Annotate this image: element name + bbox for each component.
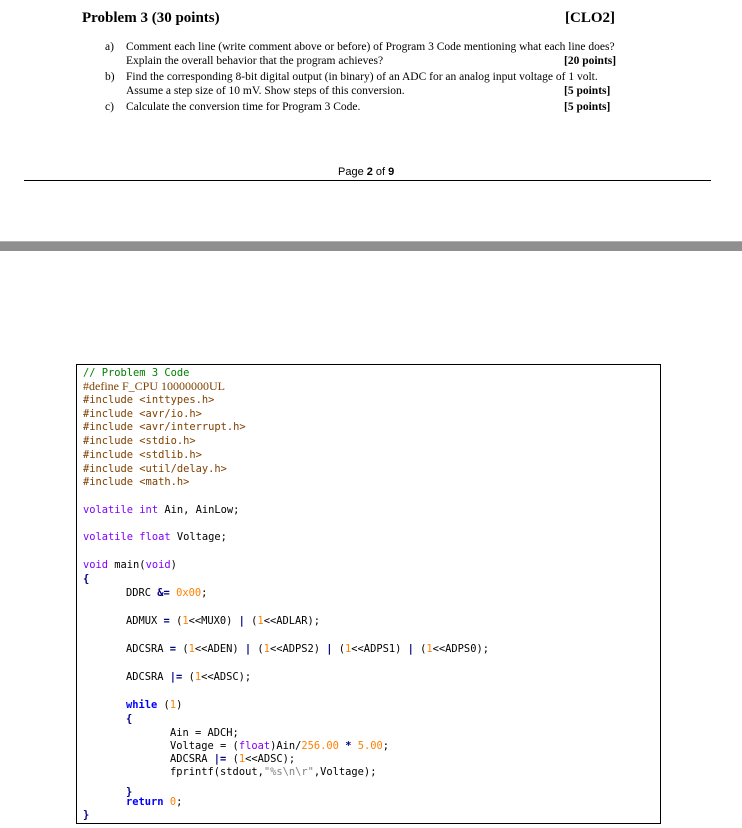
question-label: b) — [105, 71, 115, 83]
clo-label: [CLO2] — [565, 10, 615, 26]
code-text: Ain, AinLow; — [158, 504, 240, 516]
code-text: <<ADPS2) — [269, 643, 327, 655]
code-operator: | — [326, 643, 333, 655]
code-loop-open-brace: { — [126, 713, 133, 725]
code-number: 1 — [263, 643, 270, 655]
code-text: Voltage; — [170, 531, 227, 543]
question-text: Assume a step size of 10 mV. Show steps of this conversion. — [126, 85, 405, 97]
code-operator: | — [244, 643, 252, 655]
footer-middle: of — [372, 166, 389, 178]
code-number: 0 — [169, 796, 177, 808]
code-operator: |= — [213, 753, 227, 765]
question-b — [0, 70, 742, 98]
code-number: 5.00 — [357, 740, 383, 752]
code-text: ; — [201, 587, 208, 599]
code-block — [76, 364, 661, 824]
code-operator: &= — [157, 587, 170, 599]
code-text: ( — [244, 615, 258, 627]
code-loop-close-brace: } — [126, 786, 133, 798]
footer-divider — [24, 180, 711, 181]
code-number: 1 — [257, 615, 264, 627]
code-define: #define F_CPU 10000000UL — [83, 379, 225, 393]
code-include: #include <math.h> — [83, 476, 190, 489]
code-number: 1 — [345, 643, 352, 655]
code-operator: = — [163, 615, 170, 627]
question-label: c) — [105, 101, 114, 113]
code-text: fprintf(stdout, — [170, 766, 264, 778]
code-operator: |= — [169, 671, 183, 683]
question-points: [5 points] — [564, 85, 611, 97]
page-number: 2 — [366, 166, 373, 178]
question-text: Comment each line (write comment above or before) of Program 3 Code mentioning what each line does? — [126, 41, 615, 53]
code-adcsra-restart — [170, 753, 295, 766]
code-return — [126, 796, 182, 809]
code-text: ( — [176, 643, 189, 655]
code-text: ( — [157, 699, 170, 711]
question-points: [20 points] — [564, 55, 617, 67]
code-include: #include <util/delay.h> — [83, 462, 227, 475]
code-text: ( — [251, 643, 264, 655]
code-keyword: return — [126, 796, 164, 808]
code-text: )Ain/ — [270, 740, 302, 752]
code-text: ) — [170, 559, 177, 571]
code-number: 1 — [169, 699, 177, 711]
question-text: Find the corresponding 8-bit digital output (in binary) of an ADC for an analog input voltage of 1 volt. — [126, 71, 598, 83]
code-text: <<ADSC); — [201, 671, 252, 683]
code-text: ADCSRA — [170, 753, 214, 765]
code-text: ( — [332, 643, 346, 655]
code-adcsra-start — [126, 671, 251, 684]
code-operator: * — [345, 740, 352, 752]
code-while — [126, 699, 182, 712]
code-operator: | — [238, 615, 245, 627]
question-text: Calculate the conversion time for Program 3 Code. — [126, 101, 361, 113]
code-text: <<ADPS0); — [432, 643, 489, 655]
code-text: ,Voltage); — [313, 766, 377, 778]
code-comment: // Problem 3 Code — [83, 367, 190, 379]
code-include: #include <stdio.h> — [83, 435, 196, 448]
code-text: <<MUX0) — [188, 615, 239, 627]
code-text: <<ADLAR); — [263, 615, 320, 627]
code-keyword: while — [126, 699, 158, 711]
page-footer — [338, 166, 394, 178]
code-admux — [126, 615, 320, 628]
code-text: ( — [182, 671, 195, 683]
code-ain-assign: Ain = ADCH; — [170, 727, 239, 739]
code-number: 1 — [182, 615, 189, 627]
code-number: 1 — [194, 671, 202, 683]
code-operator: | — [407, 643, 414, 655]
code-keyword: float — [238, 740, 271, 752]
code-decl-ain — [83, 504, 239, 517]
code-text: DDRC — [126, 587, 158, 599]
code-open-brace: { — [83, 573, 90, 585]
code-text: ( — [226, 753, 239, 765]
code-include: #include <avr/interrupt.h> — [83, 421, 246, 434]
code-text: ADCSRA — [126, 643, 170, 655]
code-decl-voltage — [83, 531, 227, 544]
page-break-band — [0, 241, 742, 251]
code-voltage-assign — [170, 740, 389, 753]
code-operator: = — [169, 643, 177, 655]
code-text: ADMUX — [126, 615, 164, 627]
code-text: ) — [176, 699, 183, 711]
code-number: 256.00 — [301, 740, 339, 752]
question-label: a) — [105, 41, 114, 53]
code-keyword: void — [145, 559, 171, 571]
code-include: #include <avr/io.h> — [83, 407, 202, 420]
code-include: #include <inttypes.h> — [83, 394, 215, 406]
code-text: <<ADEN) — [194, 643, 245, 655]
code-text: ; — [382, 740, 390, 752]
code-text: main( — [108, 559, 146, 571]
question-text: Explain the overall behavior that the program achieves? — [126, 55, 384, 67]
page-total: 9 — [388, 166, 395, 178]
code-fprintf — [170, 766, 376, 779]
code-string: "%s\n\r" — [263, 766, 314, 778]
code-text: <<ADPS1) — [351, 643, 408, 655]
code-text: ADCSRA — [126, 671, 170, 683]
code-text: ( — [169, 615, 183, 627]
code-keyword: volatile float — [83, 531, 171, 543]
question-a — [0, 40, 742, 68]
code-close-brace: } — [83, 809, 90, 821]
question-points: [5 points] — [564, 101, 611, 113]
code-number: 0x00 — [176, 587, 202, 599]
code-include: #include <stdlib.h> — [83, 448, 202, 461]
code-text: <<ADSC); — [245, 753, 296, 765]
code-ddrc — [126, 587, 207, 600]
question-c — [0, 100, 742, 114]
code-text: ( — [413, 643, 427, 655]
code-keyword: volatile int — [83, 504, 159, 516]
code-adcsra-init — [126, 643, 489, 656]
code-number: 1 — [426, 643, 433, 655]
problem-title: Problem 3 (30 points) — [82, 10, 220, 26]
code-text: ; — [176, 796, 183, 808]
footer-prefix: Page — [338, 166, 367, 178]
code-keyword: void — [83, 559, 109, 571]
code-number: 1 — [188, 643, 195, 655]
code-text: Voltage = ( — [170, 740, 239, 752]
code-main-signature — [83, 559, 177, 572]
code-number: 1 — [238, 753, 246, 765]
